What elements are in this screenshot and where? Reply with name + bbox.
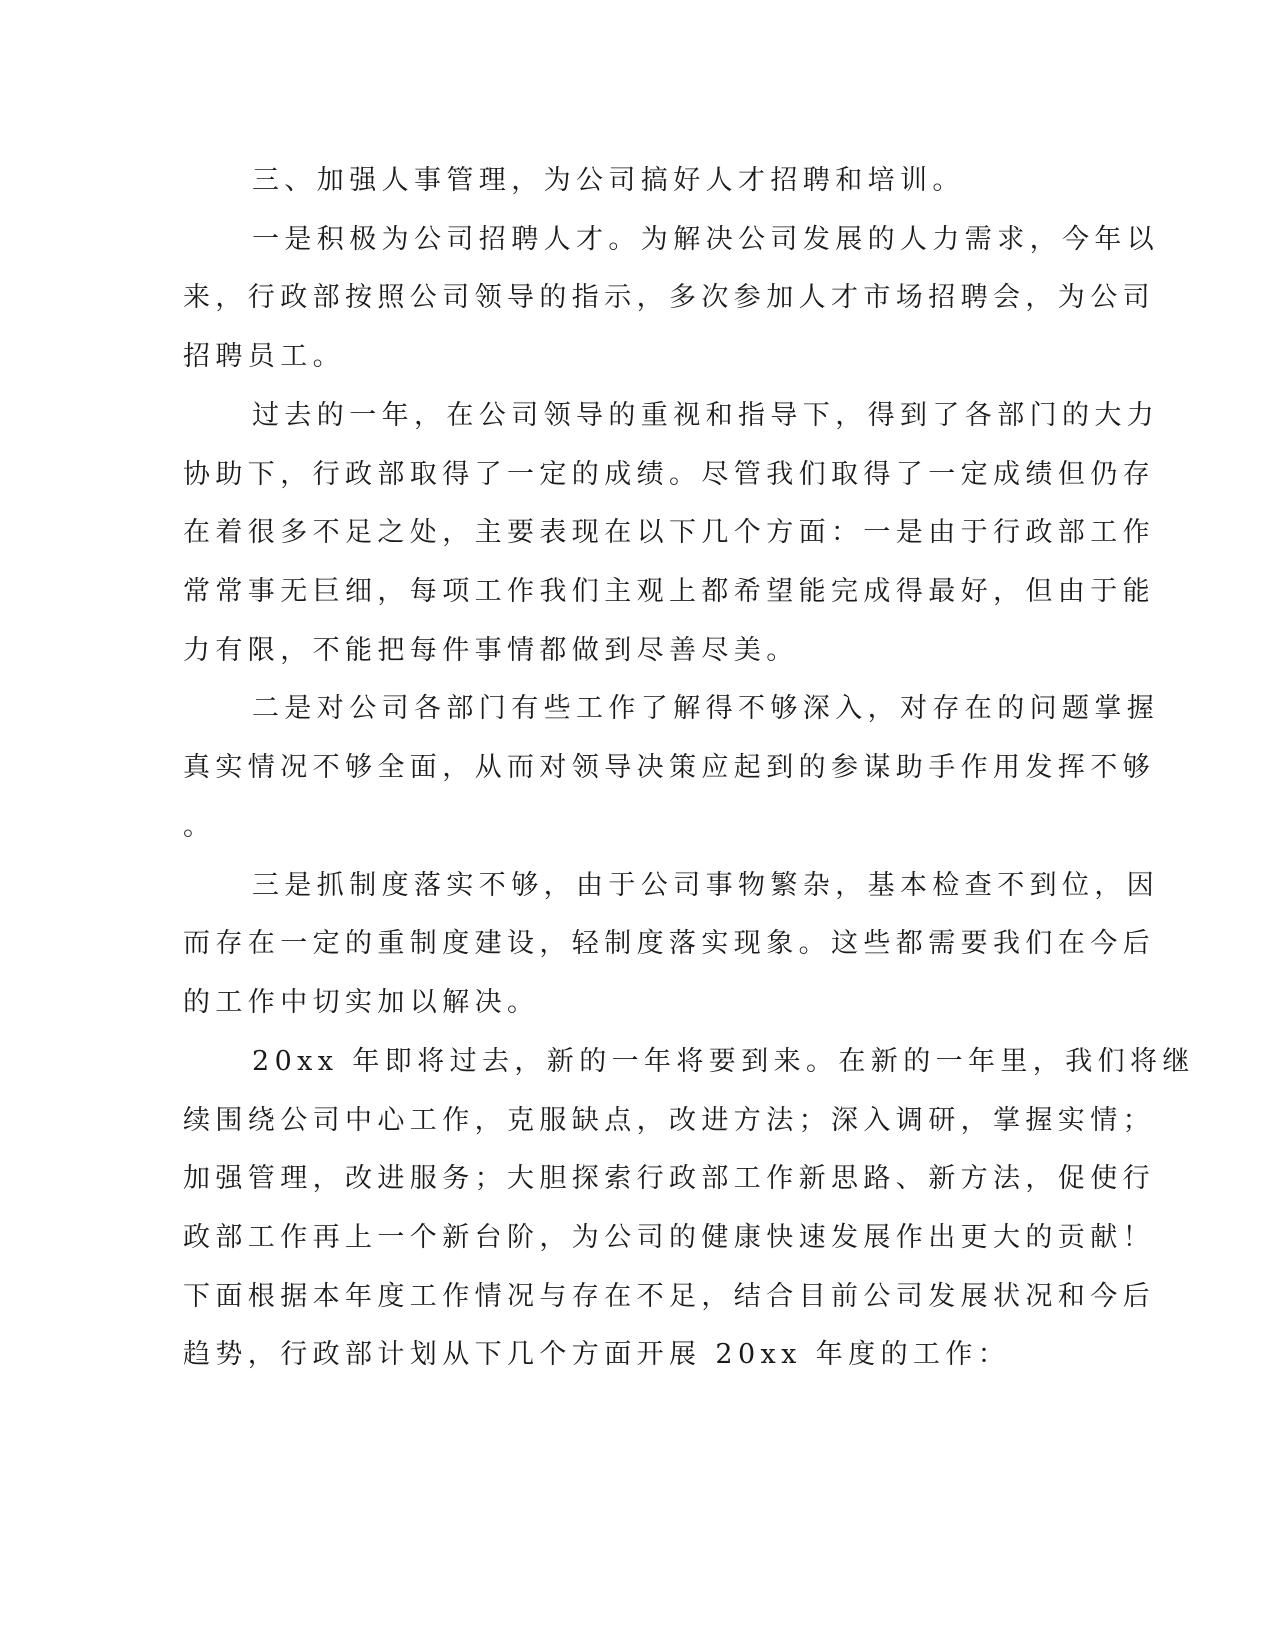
paragraph-outlook-line-1: 20xx 年即将过去，新的一年将要到来。在新的一年里，我们将继: [252, 1046, 1195, 1077]
paragraph-outlook-line-3: 加强管理，改进服务；大胆探索行政部工作新思路、新方法，促使行: [183, 1163, 1155, 1194]
paragraph-outlook-line-5: 下面根据本年度工作情况与存在不足，结合目前公司发展状况和今后: [183, 1281, 1155, 1312]
paragraph-review-line-1: 过去的一年，在公司领导的重视和指导下，得到了各部门的大力: [252, 400, 1160, 431]
paragraph-issue-three-line-3: 的工作中切实加以解决。: [183, 987, 540, 1018]
paragraph-outlook-line-4: 政部工作再上一个新台阶，为公司的健康快速发展作出更大的贡献！: [183, 1222, 1155, 1253]
paragraph-review-line-4: 常常事无巨细，每项工作我们主观上都希望能完成得最好，但由于能: [183, 576, 1155, 607]
paragraph-recruitment-line-1: 一是积极为公司招聘人才。为解决公司发展的人力需求，今年以: [252, 224, 1160, 255]
paragraph-review-line-5: 力有限，不能把每件事情都做到尽善尽美。: [183, 635, 799, 666]
paragraph-issue-three-line-2: 而存在一定的重制度建设，轻制度落实现象。这些都需要我们在今后: [183, 928, 1155, 959]
paragraph-recruitment-line-3: 招聘员工。: [183, 341, 345, 372]
section-heading-hr-management: 三、加强人事管理，为公司搞好人才招聘和培训。: [252, 165, 965, 196]
paragraph-outlook-line-6: 趋势，行政部计划从下几个方面开展 20xx 年度的工作：: [183, 1339, 1011, 1370]
paragraph-issue-two-line-3: 。: [183, 811, 216, 842]
paragraph-review-line-3: 在着很多不足之处，主要表现在以下几个方面：一是由于行政部工作: [183, 517, 1155, 548]
paragraph-issue-two-line-1: 二是对公司各部门有些工作了解得不够深入，对存在的问题掌握: [252, 693, 1160, 724]
paragraph-issue-three-line-1: 三是抓制度落实不够，由于公司事物繁杂，基本检查不到位，因: [252, 870, 1160, 901]
paragraph-recruitment-line-2: 来，行政部按照公司领导的指示，多次参加人才市场招聘会，为公司: [183, 282, 1155, 313]
paragraph-review-line-2: 协助下，行政部取得了一定的成绩。尽管我们取得了一定成绩但仍存: [183, 459, 1155, 490]
paragraph-issue-two-line-2: 真实情况不够全面，从而对领导决策应起到的参谋助手作用发挥不够: [183, 752, 1155, 783]
paragraph-outlook-line-2: 续围绕公司中心工作，克服缺点，改进方法；深入调研，掌握实情；: [183, 1105, 1155, 1136]
